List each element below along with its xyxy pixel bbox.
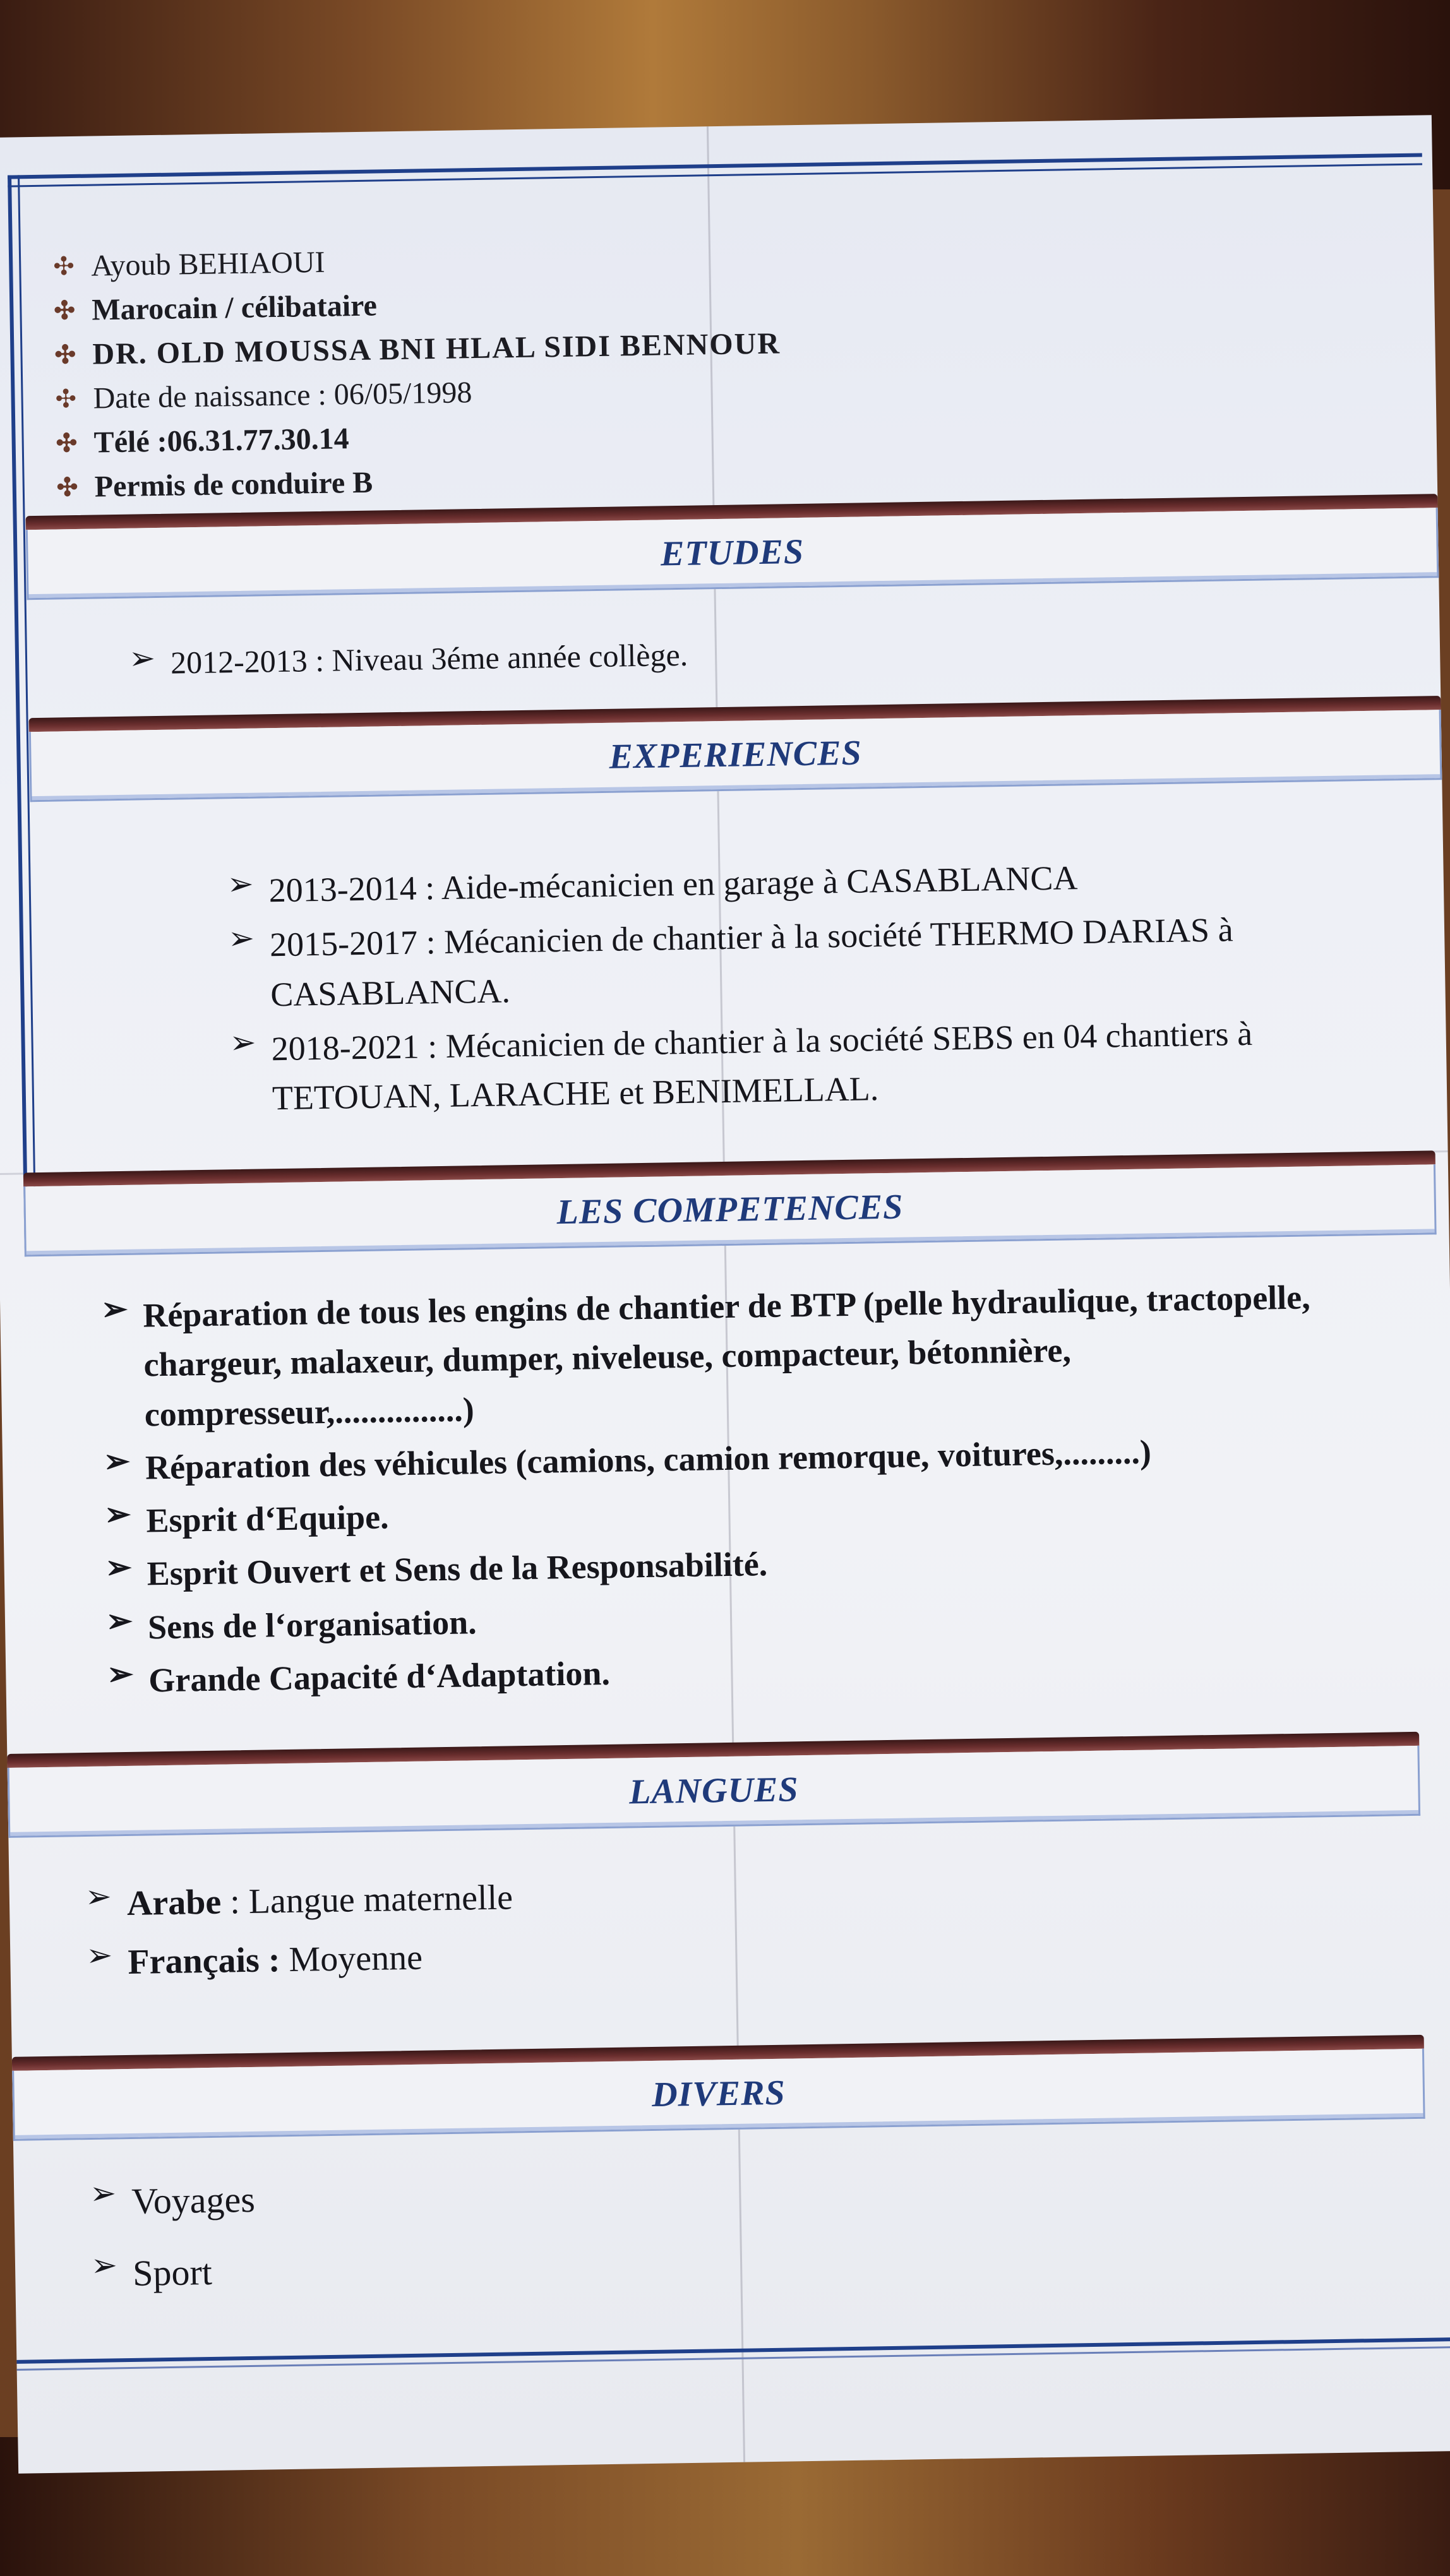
frame-border-bottom	[16, 2337, 1450, 2371]
experiences-list	[227, 848, 1418, 1129]
identity-name: ✣ Ayoub BEHIAOUI	[52, 245, 325, 283]
identity-address: ✣ DR. OLD MOUSSA BNI HLAL SIDI BENNOUR	[54, 326, 781, 371]
list-item: ➢ Sens de l‘organisation.	[105, 1602, 477, 1647]
list-item: ➢ 2015-2017 : Mécanicien de chantier à la société THERMO DARIAS à CASABLANCA.	[227, 910, 1234, 1013]
identity-block	[53, 225, 1257, 510]
arrow-bullet-icon: ➢	[85, 1878, 112, 1915]
arrow-bullet-icon: ➢	[103, 1443, 131, 1479]
list-item: ➢ Voyages	[89, 2175, 256, 2222]
competences-list	[101, 1271, 1408, 1710]
list-item: ➢ Arabe : Langue maternelle	[85, 1878, 513, 1923]
list-item: ➢ Esprit Ouvert et Sens de la Responsabilité.	[105, 1545, 768, 1593]
arrow-bullet-icon: ➢	[85, 1937, 113, 1974]
frame-border-left	[8, 175, 37, 1248]
cv-document	[0, 115, 1450, 2474]
section-title: EXPERIENCES	[609, 733, 863, 777]
identity-nationality: ✣ Marocain / célibataire	[54, 288, 378, 327]
bullet-icon: ✣	[56, 428, 78, 457]
list-item: ➢ Esprit d‘Equipe.	[104, 1496, 389, 1540]
section-title: LANGUES	[628, 1770, 800, 1812]
list-item: ➢ 2012-2013 : Niveau 3éme année collège.	[128, 636, 688, 681]
arrow-bullet-icon: ➢	[229, 1024, 256, 1061]
section-experiences	[29, 696, 1442, 802]
section-title: LES COMPETENCES	[556, 1187, 904, 1232]
arrow-bullet-icon: ➢	[89, 2175, 117, 2211]
arrow-bullet-icon: ➢	[90, 2247, 118, 2284]
section-title: ETUDES	[660, 532, 805, 574]
section-title: DIVERS	[651, 2073, 786, 2114]
arrow-bullet-icon: ➢	[104, 1496, 131, 1532]
list-item: ➢ 2018-2021 : Mécanicien de chantier à la société SEBS en 04 chantiers à TETOUAN, LARACHE et BENIMELLAL.	[229, 1014, 1253, 1118]
arrow-bullet-icon: ➢	[128, 640, 156, 676]
identity-phone: ✣ Télé :06.31.77.30.14	[56, 421, 349, 460]
arrow-bullet-icon: ➢	[100, 1291, 128, 1327]
arrow-bullet-icon: ➢	[227, 920, 255, 957]
bullet-icon: ✣	[54, 340, 78, 369]
list-item: ➢ Réparation de tous les engins de chantier de BTP (pelle hydraulique, tractopelle, chargeur, malaxeur, dumper, niveleuse, compacteur, bétonnière, compresseur,...............)	[100, 1278, 1311, 1434]
arrow-bullet-icon: ➢	[105, 1549, 133, 1585]
etudes-list	[129, 622, 1329, 686]
bullet-icon: ✣	[52, 251, 75, 281]
identity-birthdate: ✣ Date de naissance : 06/05/1998	[55, 375, 472, 415]
langues-list	[85, 1860, 1286, 1996]
section-etudes	[26, 494, 1439, 600]
arrow-bullet-icon: ➢	[105, 1602, 133, 1639]
list-item: ➢ Français : Moyenne	[85, 1937, 423, 1983]
bullet-icon: ✣	[56, 472, 78, 501]
identity-license: ✣ Permis de conduire B	[56, 465, 373, 504]
frame-border-top	[8, 153, 1422, 187]
section-divers	[12, 2035, 1425, 2141]
list-item: ➢ Sport	[90, 2247, 213, 2294]
section-competences	[23, 1150, 1437, 1256]
list-item: ➢ 2013-2014 : Aide-mécanicien en garage à CASABLANCA	[227, 859, 1078, 910]
list-item: ➢ Grande Capacité d‘Adaptation.	[106, 1654, 611, 1700]
divers-list	[90, 2157, 1291, 2320]
arrow-bullet-icon: ➢	[106, 1655, 134, 1692]
bullet-icon: ✣	[54, 295, 76, 325]
arrow-bullet-icon: ➢	[227, 866, 255, 902]
list-item: ➢ Réparation des véhicules (camions, camion remorque, voitures,.........)	[103, 1433, 1152, 1487]
section-langues	[7, 1732, 1420, 1838]
bullet-icon: ✣	[55, 384, 77, 413]
